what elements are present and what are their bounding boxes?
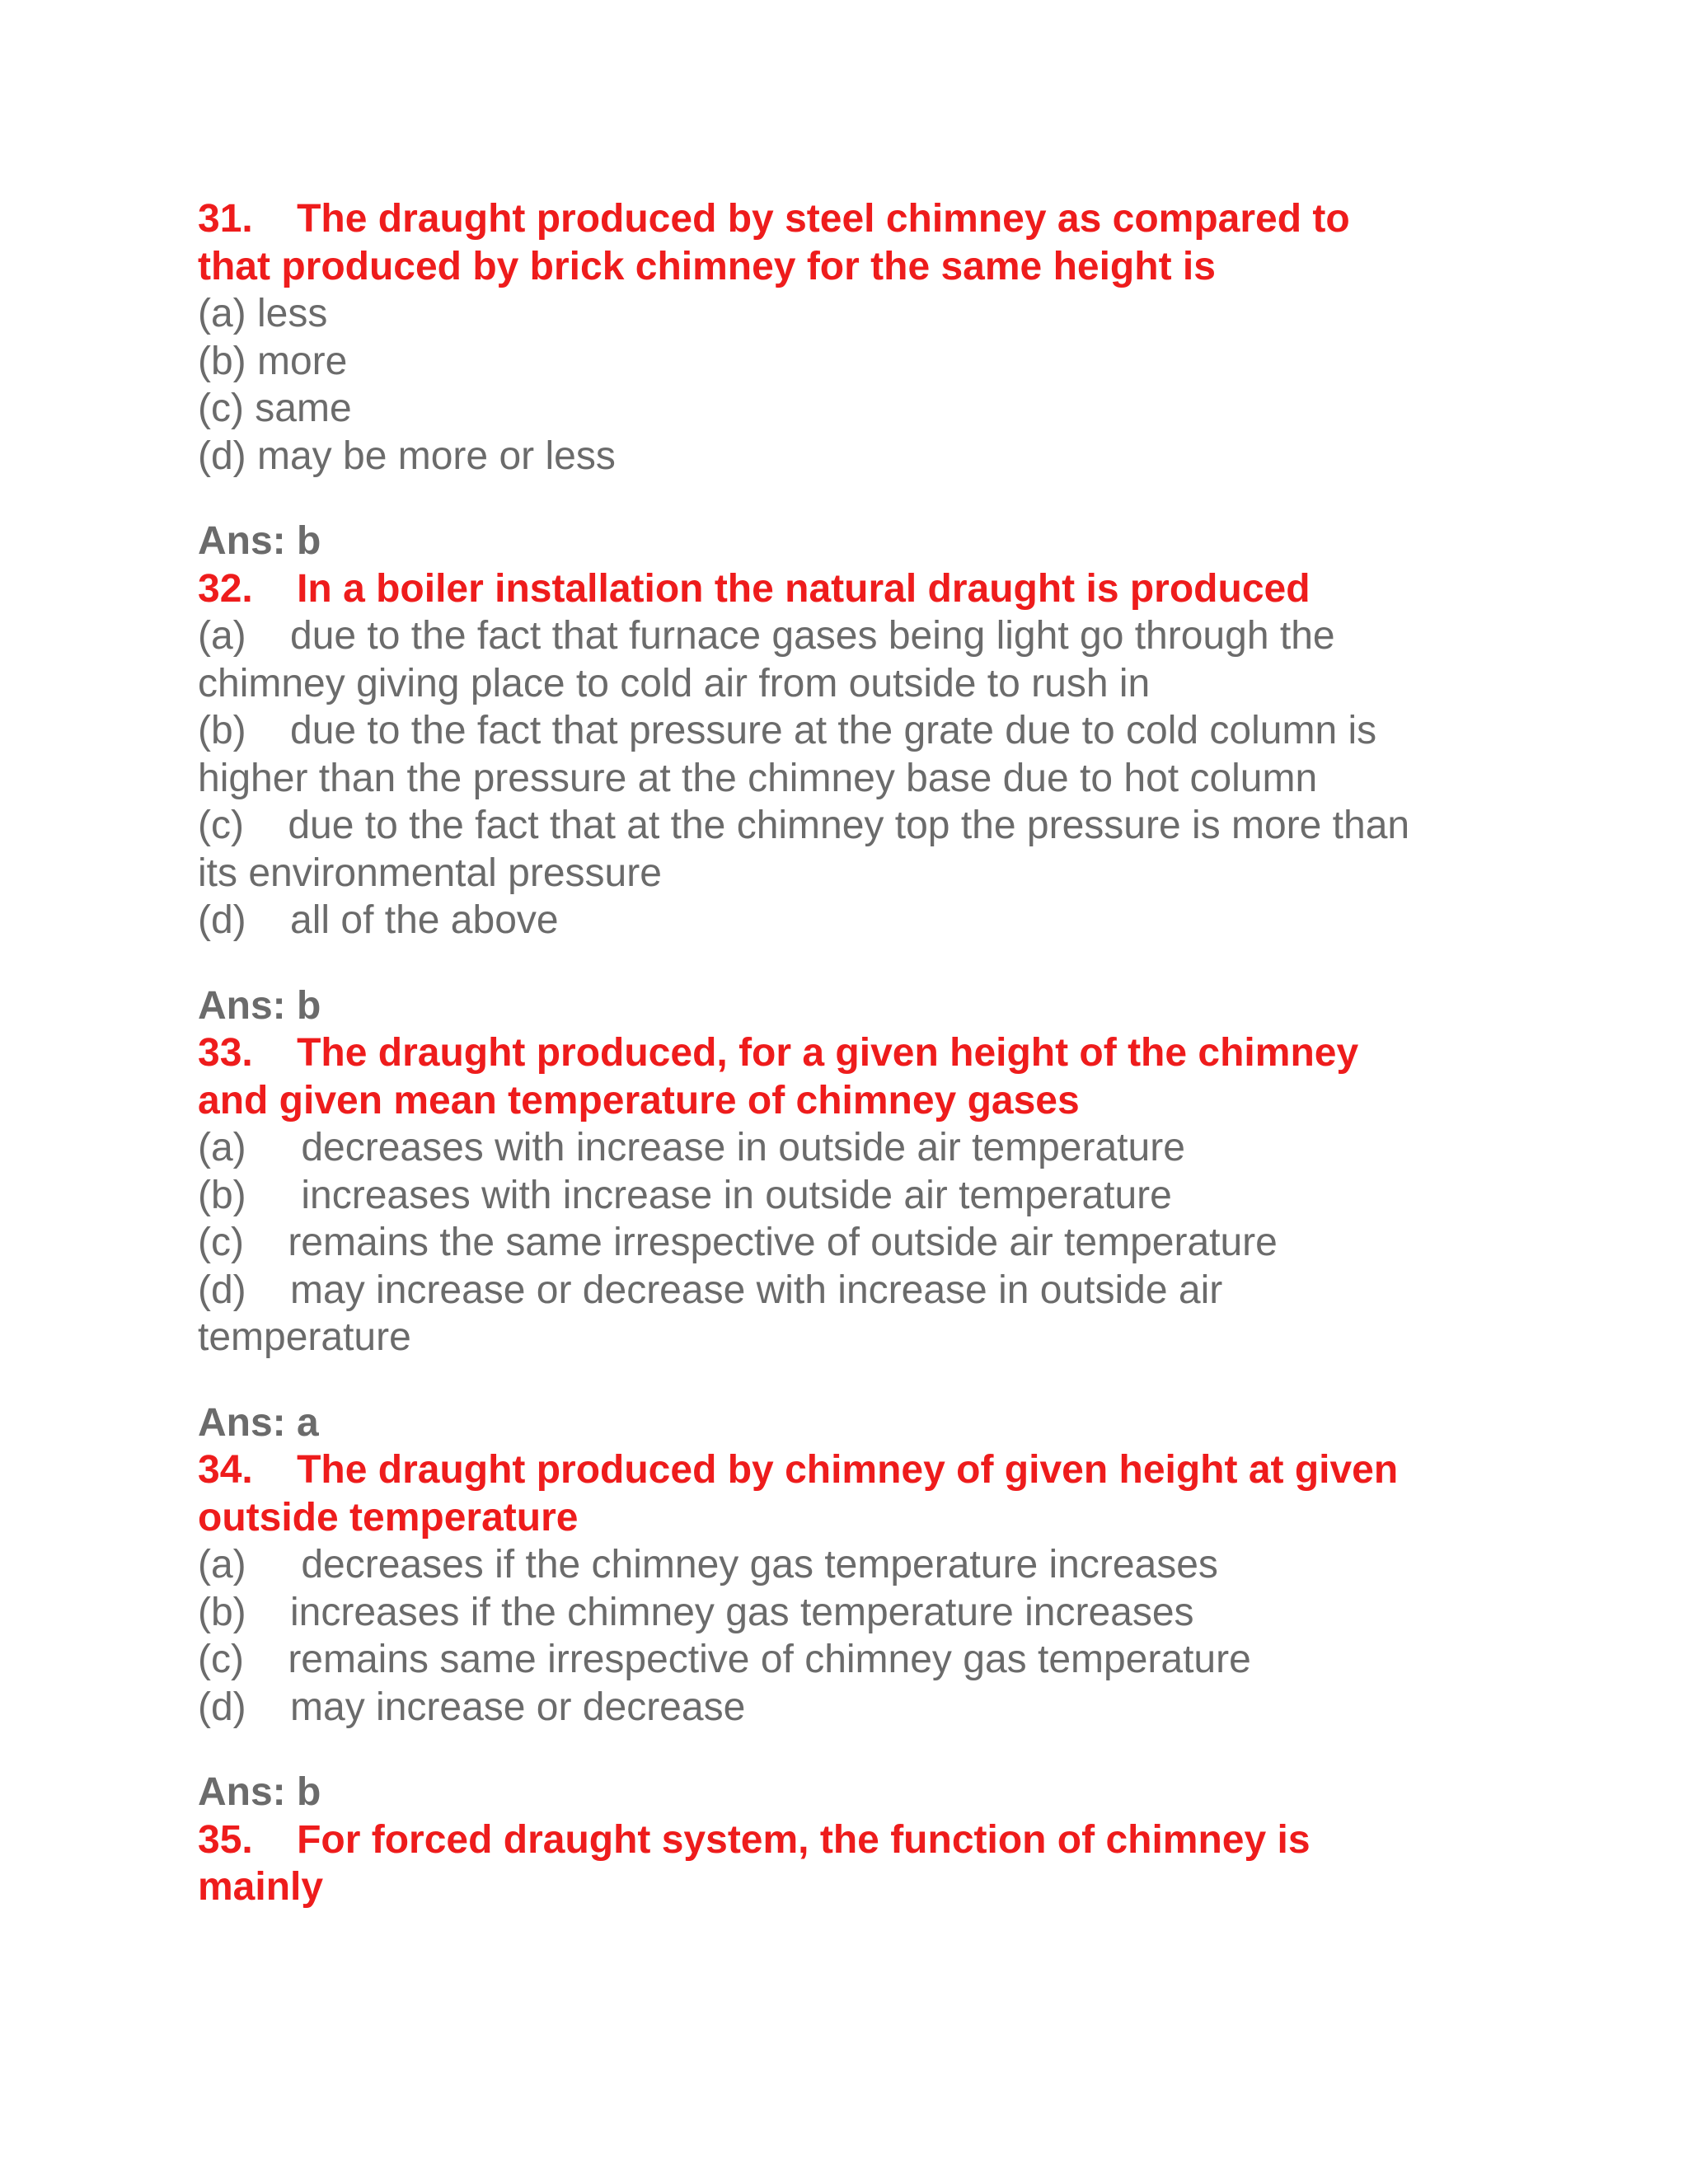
question-31-answer: Ans: b (198, 519, 321, 563)
question-33 (198, 1029, 1500, 1446)
question-33-option-d-line-1: (d) may increase or decrease with increase in outside air (198, 1268, 1223, 1312)
question-32-option-c-line-2: its environmental pressure (198, 851, 662, 895)
question-32-option-a-line-1: (a) due to the fact that furnace gases being light go through the (198, 614, 1335, 658)
question-33-option-d-line-2: temperature (198, 1315, 411, 1359)
question-33-option-a: (a) decreases with increase in outside air temperature (198, 1126, 1185, 1169)
question-35-text-line-2: mainly (198, 1865, 324, 1909)
question-33-text-line-1: 33. The draught produced, for a given height of the chimney (198, 1031, 1359, 1075)
question-32-option-d: (d) all of the above (198, 898, 559, 942)
question-34-option-a: (a) decreases if the chimney gas temperature increases (198, 1543, 1218, 1586)
question-33-option-b: (b) increases with increase in outside air temperature (198, 1173, 1172, 1217)
question-31-option-b: (b) more (198, 339, 348, 383)
question-31-text-line-2: that produced by brick chimney for the same height is (198, 244, 1216, 288)
question-34-option-b: (b) increases if the chimney gas temperature increases (198, 1590, 1194, 1634)
question-34-option-d: (d) may increase or decrease (198, 1685, 746, 1729)
question-34 (198, 1446, 1500, 1816)
question-32-option-b-line-2: higher than the pressure at the chimney base due to hot column (198, 756, 1318, 800)
question-34-answer: Ans: b (198, 1770, 321, 1814)
question-33-text-line-2: and given mean temperature of chimney gases (198, 1078, 1080, 1122)
question-31-text-line-1: 31. The draught produced by steel chimney as compared to (198, 197, 1350, 241)
question-32 (198, 565, 1500, 1030)
question-34-option-c: (c) remains same irrespective of chimney gas temperature (198, 1638, 1251, 1681)
question-35 (198, 1816, 1500, 1911)
question-34-text-line-2: outside temperature (198, 1495, 579, 1540)
question-31-option-c: (c) same (198, 387, 352, 430)
question-32-text-line-1: 32. In a boiler installation the natural draught is produced (198, 566, 1311, 611)
question-31 (198, 195, 1500, 565)
question-32-option-a-line-2: chimney giving place to cold air from outside to rush in (198, 661, 1151, 705)
document-page (198, 195, 1500, 1911)
question-31-option-a: (a) less (198, 292, 328, 335)
question-35-text-line-1: 35. For forced draught system, the function of chimney is (198, 1817, 1311, 1862)
question-34-text-line-1: 34. The draught produced by chimney of given height at given (198, 1448, 1399, 1492)
question-33-option-c: (c) remains the same irrespective of outside air temperature (198, 1221, 1278, 1264)
question-32-answer: Ans: b (198, 983, 321, 1028)
question-32-option-b-line-1: (b) due to the fact that pressure at the grate due to cold column is (198, 709, 1377, 752)
question-32-option-c-line-1: (c) due to the fact that at the chimney top the pressure is more than (198, 804, 1410, 847)
question-33-answer: Ans: a (198, 1400, 319, 1445)
question-31-option-d: (d) may be more or less (198, 434, 616, 478)
